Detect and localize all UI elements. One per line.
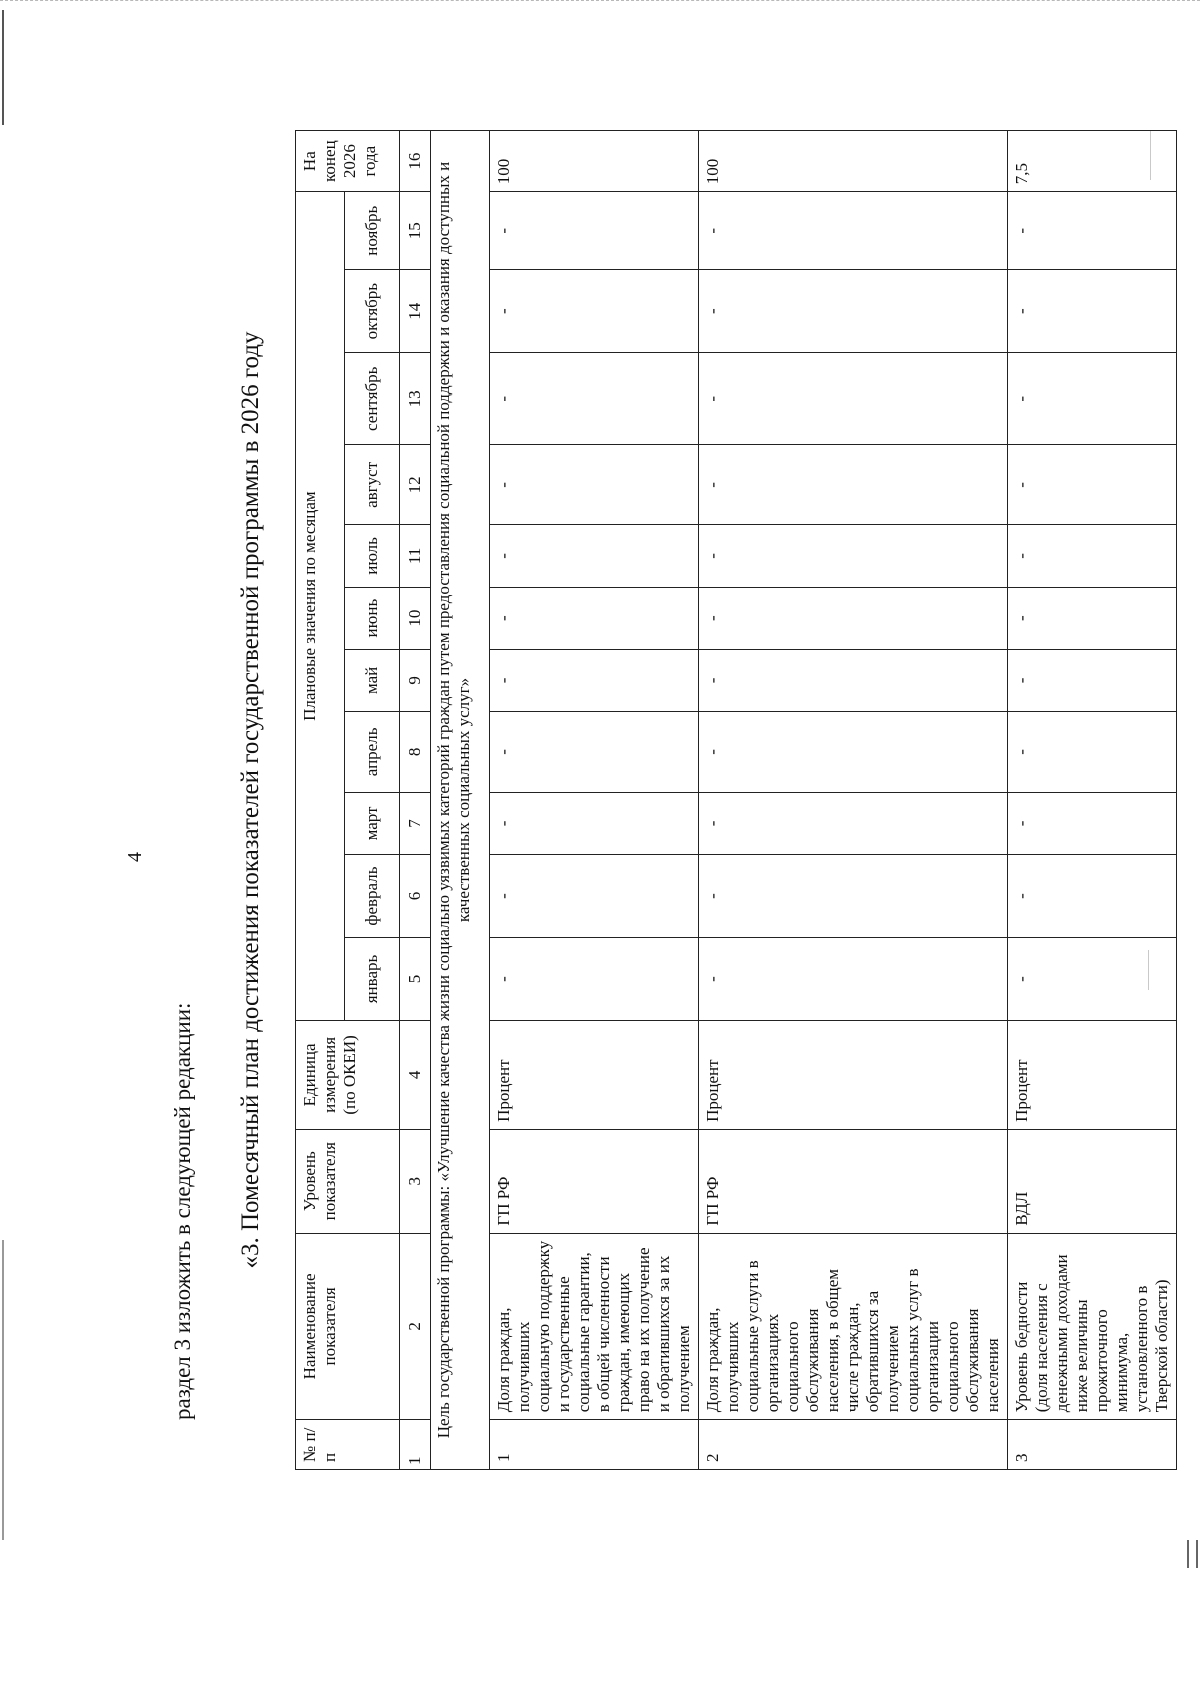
month-value: - bbox=[703, 820, 722, 827]
row-month-value bbox=[699, 525, 1008, 587]
column-number: 14 bbox=[400, 270, 431, 353]
column-number: 15 bbox=[400, 192, 431, 270]
row-month-value bbox=[490, 792, 699, 854]
header-month: август bbox=[345, 445, 400, 525]
month-value: - bbox=[494, 893, 513, 899]
column-number: 4 bbox=[400, 1020, 431, 1129]
row-month-value bbox=[1008, 792, 1177, 854]
column-number: 10 bbox=[400, 587, 431, 649]
row-month-value bbox=[490, 855, 699, 938]
header-month: январь bbox=[345, 938, 400, 1021]
header-month: апрель bbox=[345, 711, 400, 792]
row-month-value bbox=[490, 711, 699, 792]
row-month-value bbox=[699, 938, 1008, 1021]
row-month-value bbox=[1008, 649, 1177, 711]
table-row bbox=[699, 131, 1008, 1470]
row-month-value bbox=[490, 192, 699, 270]
month-value: - bbox=[1012, 976, 1031, 982]
column-number: 1 bbox=[400, 1420, 431, 1470]
month-value: - bbox=[1012, 677, 1031, 684]
row-month-value bbox=[1008, 525, 1177, 587]
plan-table bbox=[295, 130, 1177, 1470]
month-value: - bbox=[703, 749, 722, 755]
row-unit: Процент bbox=[1008, 1020, 1177, 1129]
page-number: 4 bbox=[124, 852, 146, 862]
month-value: - bbox=[494, 677, 513, 684]
month-value: - bbox=[494, 227, 513, 234]
column-number: 16 bbox=[400, 131, 431, 192]
intro-text: раздел 3 изложить в следующей редакции: bbox=[170, 1002, 195, 1420]
month-value: - bbox=[494, 482, 513, 488]
row-level: ГП РФ bbox=[490, 1129, 699, 1233]
header-name: Наименование показателя bbox=[296, 1233, 400, 1420]
row-month-value bbox=[699, 711, 1008, 792]
row-num: 1 bbox=[490, 1420, 699, 1470]
month-value: - bbox=[1012, 553, 1031, 559]
row-month-value bbox=[490, 270, 699, 353]
row-month-value bbox=[699, 649, 1008, 711]
month-value: - bbox=[1012, 227, 1031, 234]
row-month-value bbox=[490, 649, 699, 711]
column-number-row bbox=[400, 131, 431, 1470]
row-year-end-value: 7,5 bbox=[1008, 131, 1177, 192]
row-month-value bbox=[1008, 855, 1177, 938]
row-year-end-value: 100 bbox=[699, 131, 1008, 192]
row-month-value bbox=[699, 792, 1008, 854]
row-indicator-name: Доля граждан, получивших социальные услуги в организациях социального обслуживания населения, в общем числе граждан, обратившихся за получением социальных услуг в организации социального обслуживания населения bbox=[699, 1233, 1008, 1420]
row-month-value bbox=[1008, 445, 1177, 525]
column-number: 8 bbox=[400, 711, 431, 792]
column-number: 7 bbox=[400, 792, 431, 854]
section-title: «3. Помесячный план достижения показателей государственной программы в 2026 году bbox=[237, 331, 264, 1269]
row-month-value bbox=[699, 192, 1008, 270]
month-value: - bbox=[494, 395, 513, 402]
header-unit: Единица измерения (по ОКЕИ) bbox=[296, 1020, 400, 1129]
row-level: ГП РФ bbox=[699, 1129, 1008, 1233]
row-month-value bbox=[490, 525, 699, 587]
column-number: 13 bbox=[400, 353, 431, 445]
column-number: 11 bbox=[400, 525, 431, 587]
month-value: - bbox=[1012, 749, 1031, 755]
column-number: 6 bbox=[400, 855, 431, 938]
row-year-end-value: 100 bbox=[490, 131, 699, 192]
row-month-value bbox=[1008, 192, 1177, 270]
month-value: - bbox=[703, 677, 722, 684]
header-row bbox=[296, 131, 345, 1470]
month-value: - bbox=[703, 976, 722, 982]
header-num: № п/п bbox=[296, 1420, 400, 1470]
header-month: февраль bbox=[345, 855, 400, 938]
month-value: - bbox=[1012, 615, 1031, 621]
header-month: март bbox=[345, 792, 400, 854]
row-indicator-name: Доля граждан, получивших социальную поддержку и государственные социальные гарантии, в общей численности граждан, имеющих право на их получение и обратившихся за их получением bbox=[490, 1233, 699, 1420]
column-number: 5 bbox=[400, 938, 431, 1021]
header-month: июль bbox=[345, 525, 400, 587]
goal-row bbox=[431, 131, 490, 1470]
table-row bbox=[1008, 131, 1177, 1470]
month-value: - bbox=[1012, 893, 1031, 899]
row-month-value bbox=[1008, 587, 1177, 649]
month-value: - bbox=[703, 482, 722, 488]
month-value: - bbox=[1012, 308, 1031, 315]
row-indicator-name: Уровень бедности (доля населения с денежными доходами ниже величины прожиточного минимума, установленного в Тверской области) bbox=[1008, 1233, 1177, 1420]
row-month-value bbox=[699, 587, 1008, 649]
month-value: - bbox=[703, 615, 722, 621]
month-value: - bbox=[1012, 395, 1031, 402]
row-level: ВДЛ bbox=[1008, 1129, 1177, 1233]
month-value: - bbox=[703, 553, 722, 559]
row-month-value bbox=[1008, 353, 1177, 445]
row-num: 3 bbox=[1008, 1420, 1177, 1470]
month-value: - bbox=[494, 615, 513, 621]
month-value: - bbox=[494, 308, 513, 315]
row-month-value bbox=[699, 855, 1008, 938]
row-month-value bbox=[490, 587, 699, 649]
row-month-value bbox=[490, 938, 699, 1021]
row-month-value bbox=[699, 445, 1008, 525]
month-value: - bbox=[703, 893, 722, 899]
month-value: - bbox=[1012, 482, 1031, 488]
month-value: - bbox=[494, 553, 513, 559]
header-month: ноябрь bbox=[345, 192, 400, 270]
row-month-value bbox=[1008, 938, 1177, 1021]
column-number: 12 bbox=[400, 445, 431, 525]
month-value: - bbox=[494, 749, 513, 755]
header-level: Уровень показателя bbox=[296, 1129, 400, 1233]
row-month-value bbox=[1008, 270, 1177, 353]
header-month: октябрь bbox=[345, 270, 400, 353]
header-month: май bbox=[345, 649, 400, 711]
month-value: - bbox=[703, 308, 722, 315]
month-value: - bbox=[703, 227, 722, 234]
month-value: - bbox=[703, 395, 722, 402]
row-month-value bbox=[699, 270, 1008, 353]
column-number: 3 bbox=[400, 1129, 431, 1233]
month-value: - bbox=[1012, 820, 1031, 827]
header-year-end: На конец 2026 года bbox=[296, 131, 400, 192]
month-value: - bbox=[494, 976, 513, 982]
row-num: 2 bbox=[699, 1420, 1008, 1470]
table-row bbox=[490, 131, 699, 1470]
program-goal: Цель государственной программы: «Улучшение качества жизни социально уязвимых категорий граждан путем предоставления социальной поддержки и оказания доступных и качественных социальных услуг» bbox=[431, 131, 490, 1470]
row-unit: Процент bbox=[699, 1020, 1008, 1129]
header-month: сентябрь bbox=[345, 353, 400, 445]
row-month-value bbox=[490, 445, 699, 525]
month-value: - bbox=[494, 820, 513, 827]
header-planned-group: Плановые значения по месяцам bbox=[296, 192, 345, 1021]
column-number: 9 bbox=[400, 649, 431, 711]
header-month: июнь bbox=[345, 587, 400, 649]
row-month-value bbox=[1008, 711, 1177, 792]
row-month-value bbox=[490, 353, 699, 445]
column-number: 2 bbox=[400, 1233, 431, 1420]
row-month-value bbox=[699, 353, 1008, 445]
row-unit: Процент bbox=[490, 1020, 699, 1129]
